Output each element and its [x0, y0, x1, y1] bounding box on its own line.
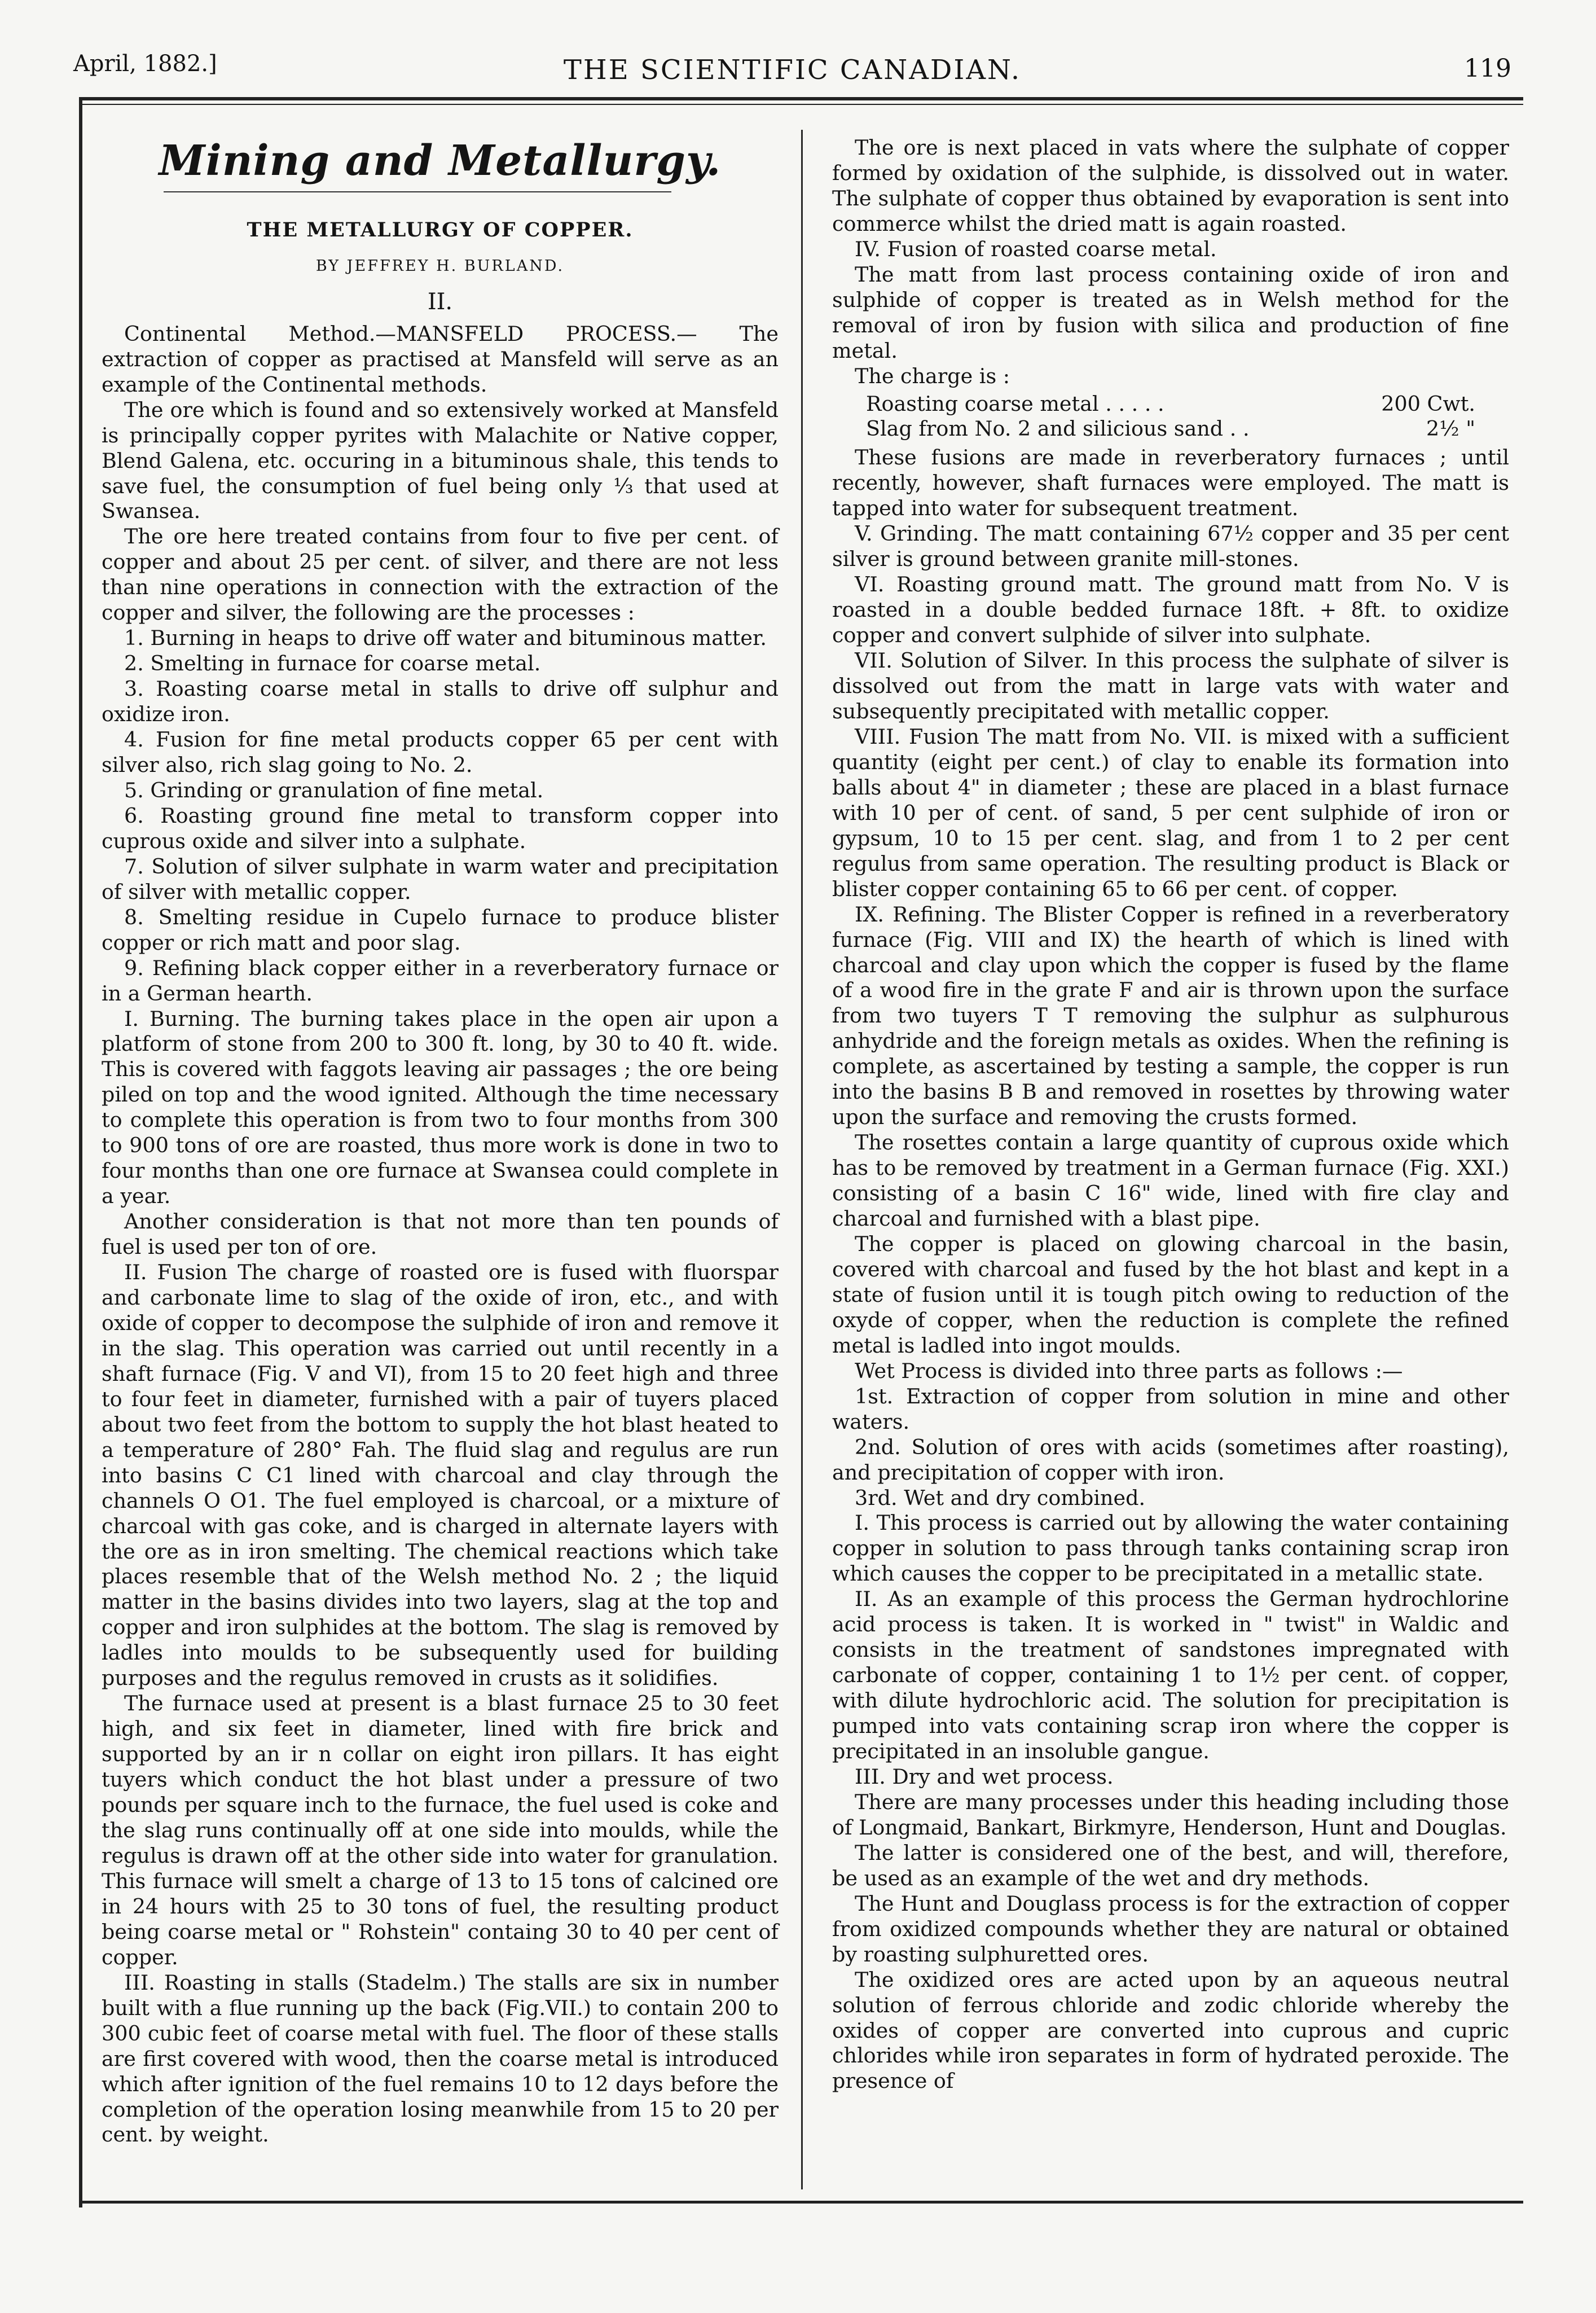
paragraph: V. Grinding. The matt containing 67½ copper and 35 per cent silver is ground between granite mill-stones.	[832, 521, 1509, 572]
paragraph: The charge is :	[855, 363, 1010, 388]
issue-date: April, 1882.]	[73, 51, 217, 77]
frame-bottom-rule	[79, 2201, 1523, 2204]
paragraph: II. Fusion The charge of roasted ore is fused with fluorspar and carbonate lime to slag of the oxide of iron, etc., and with oxide of copper to decompose the sulphide of iron and remove it in the slag. This operation was carried out until recently in a shaft furnace (Fig. V and VI), from 15 to 20 feet high and three to four feet in diameter, furnished with a pair of tuyers placed about two feet from the bottom to supply the hot blast heated to a temperature of 280° Fah. The fluid slag and regulus are run into basins C C1 lined with charcoal and clay through the channels O O1. The fuel employed is charcoal, or a mixture of charcoal with gas coke, and is charged in alternate layers with the ore as in iron smelting. The chemical reactions which take places resemble that of the Welsh method No. 2 ; the liquid matter in the basins divides into two layers, slag at the top and copper and iron sulphides at the bottom. The slag is removed by ladles into moulds to be subsequently used for building purposes and the regulus removed in crusts as it solidifies.	[102, 1260, 779, 1691]
header-rule	[79, 97, 1523, 100]
charge-item: Slag from No. 2 and silicious sand . .	[866, 416, 1250, 441]
page-number: 119	[1464, 54, 1511, 83]
article-part-number: II.	[427, 288, 453, 315]
table-row	[866, 392, 1475, 417]
left-column	[102, 135, 779, 2148]
charge-amount: 2½ "	[1426, 416, 1475, 441]
paragraph: 7. Solution of silver sulphate in warm water and precipitation of silver with metallic copper.	[102, 854, 779, 904]
paragraph: 1. Burning in heaps to drive off water and bituminous matter.	[124, 626, 767, 651]
paragraph: The oxidized ores are acted upon by an aqueous neutral solution of ferrous chloride and zodic chloride whereby the oxides of copper are converted into cuprous and cupric chlorides while iron separates in form of hydrated peroxide. The presence of	[832, 1967, 1509, 2093]
right-column	[832, 135, 1509, 2094]
paragraph: 3. Roasting coarse metal in stalls to drive off sulphur and oxidize iron.	[102, 677, 779, 727]
frame-left-rule	[79, 97, 82, 2207]
article-title: THE METALLURGY OF COPPER.	[247, 218, 634, 242]
paragraph: There are many processes under this heading including those of Longmaid, Bankart, Birkmyre, Henderson, Hunt and Douglas.	[832, 1789, 1509, 1840]
paragraph: 1st. Extraction of copper from solution in mine and other waters.	[832, 1384, 1509, 1434]
paragraph: 5. Grinding or granulation of fine metal.	[124, 778, 544, 802]
publication-title: THE SCIENTIFIC CANADIAN.	[563, 54, 1022, 86]
paragraph: 3rd. Wet and dry combined.	[855, 1485, 1146, 1510]
paragraph: The matt from last process containing oxide of iron and sulphide of copper is treated as in Welsh method for the removal of iron by fusion with silica and production of fine metal.	[832, 262, 1509, 363]
charge-item: Roasting coarse metal . . . . .	[866, 391, 1164, 416]
section-title: Mining and Metallurgy.	[159, 137, 722, 185]
paragraph: Continental Method.—MANSFELD PROCESS.— The extraction of copper as practised at Mansfeld will serve as an example of the Continental methods.	[102, 321, 779, 397]
column-divider	[801, 130, 803, 2189]
paragraph: 6. Roasting ground fine metal to transform copper into cuprous oxide and silver into a sulphate.	[102, 803, 779, 853]
paragraph: 2nd. Solution of ores with acids (sometimes after roasting), and precipitation of copper with iron.	[832, 1434, 1509, 1485]
paragraph: III. Dry and wet process.	[855, 1765, 1114, 1789]
paragraph: The ore is next placed in vats where the sulphate of copper formed by oxidation of the sulphide, is dissolved out in water. The sulphate of copper thus obtained by evaporation is sent into commerce whilst the dried matt is again roasted.	[832, 135, 1509, 236]
paragraph: The furnace used at present is a blast furnace 25 to 30 feet high, and six feet in diameter, lined with fire brick and supported by an ir n collar on eight iron pillars. It has eight tuyers which conduct the hot blast under a pressure of two pounds per square inch to the furnace, the fuel used is coke and the slag runs continually off at one side into moulds, while the regulus is drawn off at the other side into water for granulation. This furnace will smelt a charge of 13 to 15 tons of calcined ore in 24 hours with 25 to 30 tons of fuel, the resulting product being coarse metal or " Rohstein" containg 30 to 40 per cent of copper.	[102, 1691, 779, 1969]
paragraph: 2. Smelting in furnace for coarse metal.	[124, 651, 541, 676]
article-byline: BY JEFFREY H. BURLAND.	[315, 257, 565, 275]
paragraph: Wet Process is divided into three parts as follows :—	[855, 1358, 1403, 1383]
paragraph: II. As an example of this process the German hydrochlorine acid process is taken. It is worked in " twist" in Waldic and consists in the treatment of sandstones impregnated with carbonate of copper, containing 1 to 1½ per cent. of copper, with dilute hydrochloric acid. The solution for precipitation is pumped into vats containing scrap iron where the copper is precipitated in an insoluble gangue.	[832, 1587, 1509, 1764]
header-rule-thin	[79, 104, 1523, 105]
table-row	[866, 416, 1475, 442]
paragraph: 9. Refining black copper either in a reverberatory furnace or in a German hearth.	[102, 955, 779, 1006]
page-header	[73, 51, 1511, 102]
right-column-body	[832, 445, 1509, 2094]
paragraph: VI. Roasting ground matt. The ground matt from No. V is roasted in a double bedded furnace 18ft. + 8ft. to oxidize copper and convert sulphide of silver into sulphate.	[832, 572, 1509, 648]
paragraph: I. Burning. The burning takes place in the open air upon a platform of stone from 200 to 300 ft. long, by 30 to 40 ft. wide. This is covered with faggots leaving air passages ; the ore being piled on top and the wood ignited. Although the time necessary to complete this operation is from two to four months from 300 to 900 tons of ore are roasted, thus more work is done in two to four months than one ore furnace at Swansea could complete in a year.	[102, 1006, 779, 1209]
left-column-body	[102, 322, 779, 2148]
paragraph: 4. Fusion for fine metal products copper 65 per cent with silver also, rich slag going to No. 2.	[102, 727, 779, 777]
charge-amount: 200 Cwt.	[1381, 391, 1475, 416]
charge-table	[866, 392, 1475, 442]
paragraph: The latter is considered one of the best, and will, therefore, be used as an example of the wet and dry methods.	[832, 1840, 1509, 1890]
paragraph: IV. Fusion of roasted coarse metal.	[855, 236, 1217, 261]
paragraph: IX. Refining. The Blister Copper is refined in a reverberatory furnace (Fig. VIII and IX) the hearth of which is lined with charcoal and clay upon which the copper is fused by the flame of a wood fire in the grate F and air is thrown upon the surface from two tuyers T T removing the sulphur as sulphurous anhydride and the foreign metals as oxides. When the refining is complete, as ascertained by testing a sample, the copper is run into the basins B B and removed in rosettes by throwing water upon the surface and removing the crusts formed.	[832, 902, 1509, 1130]
paragraph: These fusions are made in reverberatory furnaces ; until recently, however, shaft furnaces were employed. The matt is tapped into water for subsequent treatment.	[832, 445, 1509, 521]
paragraph: The copper is placed on glowing charcoal in the basin, covered with charcoal and fused by the hot blast and kept in a state of fusion until it is tough pitch owing to reduction of the oxyde of copper, when the reduction is complete the refined metal is ladled into ingot moulds.	[832, 1231, 1509, 1358]
paragraph: The Hunt and Douglass process is for the extraction of copper from oxidized compounds whether they are natural or obtained by roasting sulphuretted ores.	[832, 1891, 1509, 1967]
paragraph: VII. Solution of Silver. In this process the sulphate of silver is dissolved out from the matt in large vats with water and subsequently precipitated with metallic copper.	[832, 648, 1509, 723]
right-column-body-top	[832, 135, 1509, 389]
paragraph: 8. Smelting residue in Cupelo furnace to produce blister copper or rich matt and poor slag.	[102, 905, 779, 955]
paragraph: The ore here treated contains from four to five per cent. of copper and about 25 per cent. of silver, and there are not less than nine operations in connection with the extraction of the copper and silver, the following are the processes :	[102, 524, 779, 625]
paragraph: VIII. Fusion The matt from No. VII. is mixed with a sufficient quantity (eight per cent.) of clay to enable its formation into balls about 4" in diameter ; these are placed in a blast furnace with 10 per of cent. of sand, 5 per cent sulphide of iron or gypsum, 10 to 15 per cent. slag, and from 1 to 2 per cent regulus from same operation. The resulting product is Black or blister copper containing 65 to 66 per cent. of copper.	[832, 724, 1509, 901]
paragraph: I. This process is carried out by allowing the water containing copper in solution to pass through tanks containing scrap iron which causes the copper to be precipitated in a metallic state.	[832, 1511, 1509, 1586]
section-title-rule	[164, 191, 671, 192]
paragraph: III. Roasting in stalls (Stadelm.) The stalls are six in number built with a flue running up the back (Fig.VII.) to contain 200 to 300 cubic feet of coarse metal with fuel. The floor of these stalls are first covered with wood, then the coarse metal is introduced which after ignition of the fuel remains 10 to 12 days before the completion of the operation losing meanwhile from 15 to 20 per cent. by weight.	[102, 1970, 779, 2147]
paragraph: The rosettes contain a large quantity of cuprous oxide which has to be removed by treatment in a German furnace (Fig. XXI.) consisting of a basin C 16" wide, lined with fire clay and charcoal and furnished with a blast pipe.	[832, 1130, 1509, 1231]
paragraph: The ore which is found and so extensively worked at Mansfeld is principally copper pyrites with Malachite or Native copper, Blend Galena, etc. occuring in a bituminous shale, this tends to save fuel, the consumption of fuel being only ⅓ that used at Swansea.	[102, 397, 779, 524]
paragraph: Another consideration is that not more than ten pounds of fuel is used per ton of ore.	[102, 1209, 779, 1259]
